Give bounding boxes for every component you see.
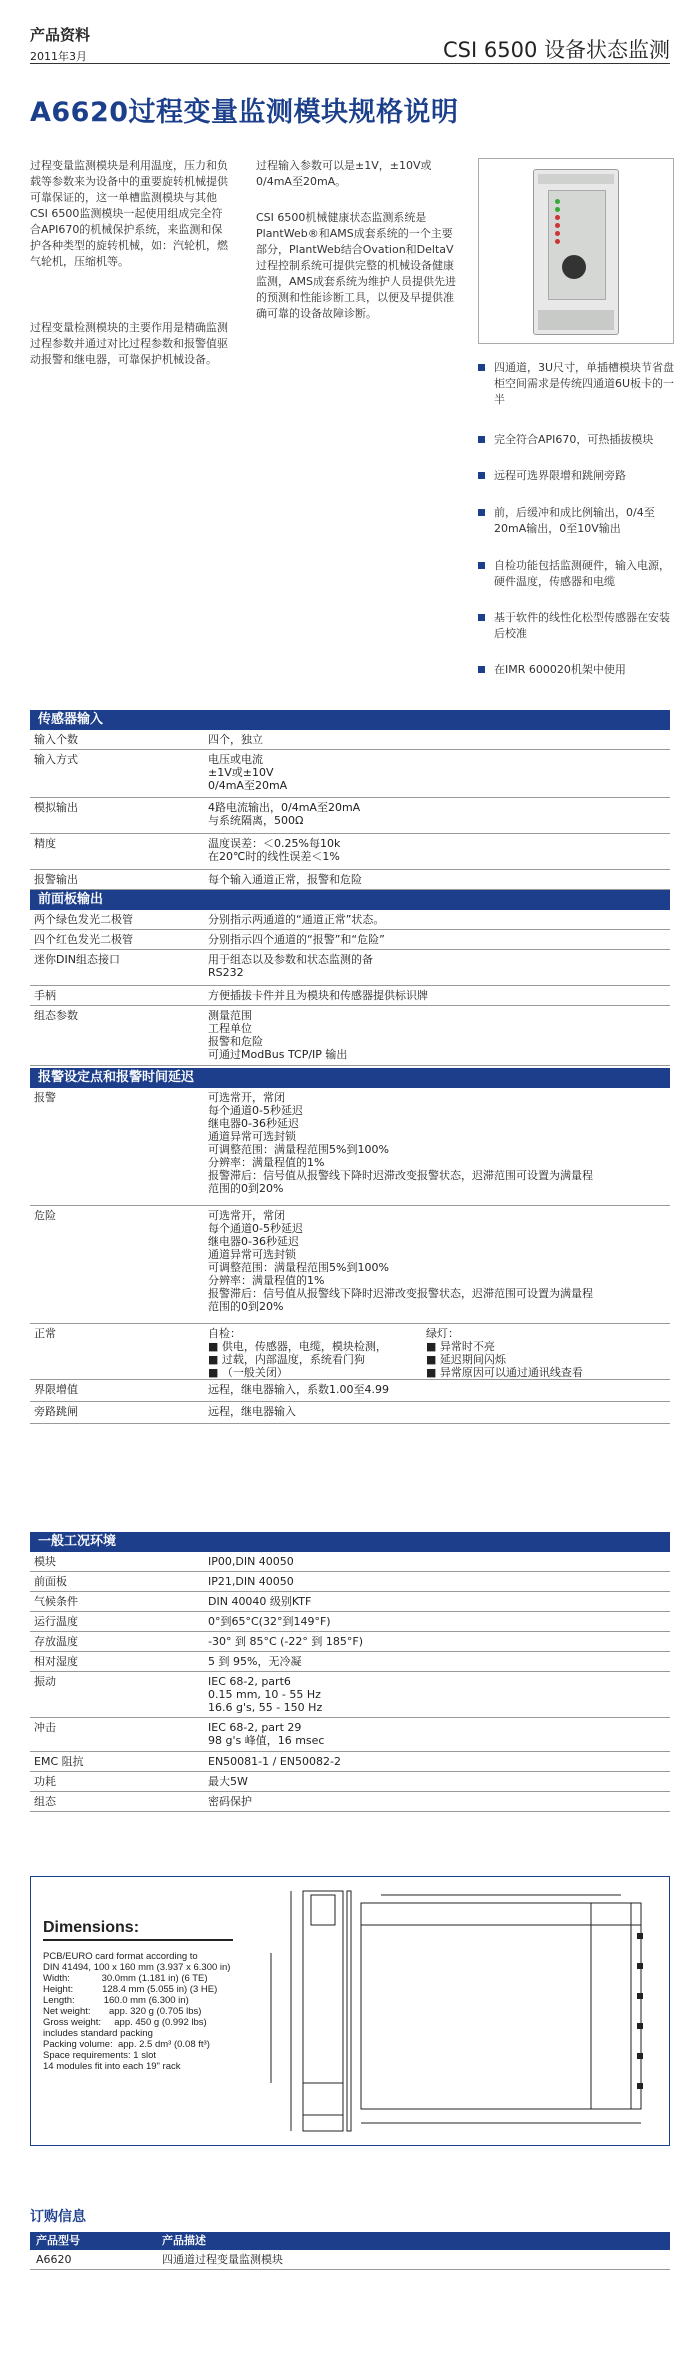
table-row: 模块 IP00,DIN 40050 (30, 1552, 670, 1572)
table-row: 气候条件 DIN 40040 级别KTF (30, 1592, 670, 1612)
table-row: 振动 IEC 68-2, part6 0.15 mm, 10 - 55 Hz 16.6 g's, 55 - 150 Hz (30, 1672, 670, 1718)
dimensions-spec: PCB/EURO card format according to DIN 41494, 100 x 160 mm (3.937 x 6.300 in) Width: 30.0mm (1.181 in) (6 TE) Height: 128.4 mm (5.055 in) (3 HE) Length: 160.0 mm (6.300 in) Net weight: app. 320 g (0.705 lbs) Gross weight: app. 450 g (0.992 lbs) includes standard packing Packing volume: app. 2.5 dm³ (0.08 ft³) Space requirements: 1 slot 14 modules fit into each 19" rack (43, 1951, 231, 2072)
table-row: 存放温度 -30° 到 85°C (-22° 到 185°F) (30, 1632, 670, 1652)
table-row: 正常 自检： ■ 供电，传感器，电缆，模块检测， ■ 过载，内部温度，系统看门狗 ■ （一般关闭） 绿灯： ■ 异常时不亮 ■ 延迟期间闪烁 ■ 异常原因可以通过通讯线查看 (30, 1324, 670, 1380)
table-row: 旁路跳闸 远程，继电器输入 (30, 1402, 670, 1424)
table-row: 界限增值 远程，继电器输入，系数1.00至4.99 (30, 1380, 670, 1402)
table-row: 手柄 方便插拔卡件并且为模块和传感器提供标识牌 (30, 986, 670, 1006)
table-row: A6620 四通道过程变量监测模块 (30, 2250, 670, 2270)
section-environment: 一般工况环境 (30, 1532, 670, 1552)
intro-paragraph-2: 过程变量检测模块的主要作用是精确监测过程参数并通过对比过程参数和报警值驱动报警和继电器，可靠保护机械设备。 (30, 321, 228, 366)
mini-din-port-icon (562, 255, 586, 279)
table-row: 冲击 IEC 68-2, part 29 98 g's 峰值，16 msec (30, 1718, 670, 1752)
series-title: CSI 6500 设备状态监测 (443, 38, 670, 62)
list-item: 基于软件的线性化松型传感器在安装后校准 (478, 610, 678, 642)
table-row: 迷你DIN组态接口 用于组态以及参数和状态监测的备 RS232 (30, 950, 670, 986)
list-item: 自检功能包括监测硬件，输入电源，硬件温度，传感器和电缆 (478, 558, 678, 590)
dimension-drawing (251, 1883, 661, 2141)
table-row: 前面板 IP21,DIN 40050 (30, 1572, 670, 1592)
table-row: 危险 可选常开，常闭 每个通道0-5秒延迟 继电器0-36秒延迟 通道异常可选封锁 可调整范围：满量程范围5%到100% 分辨率：满量程值的1% 报警滞后：信号值从报警线下降时迟滞改变报警状态，迟滞范围可设置为满量程 范围的0到20% (30, 1206, 670, 1324)
intro-paragraph-4: CSI 6500机械健康状态监测系统是PlantWeb®和AMS成套系统的一个主要部分，PlantWeb结合Ovation和DeltaV过程控制系统可提供完整的机械设备健康监测，AMS成套系统为维护人员提供先进的预测和性能诊断工具，以便及早提供准确可靠的设备故障诊断。 (256, 211, 456, 320)
list-item: 远程可选界限增和跳闸旁路 (478, 468, 678, 484)
green-led-list: 绿灯： ■ 异常时不亮 ■ 延迟期间闪烁 ■ 异常原因可以通过通讯线查看 (426, 1327, 583, 1379)
module-illustration (533, 169, 619, 335)
dimensions-title: Dimensions: (43, 1919, 140, 1936)
table-row: 功耗 最大5W (30, 1772, 670, 1792)
page-title: A6620过程变量监测模块规格说明 (30, 97, 459, 128)
section-front-panel: 前面板输出 (30, 890, 670, 910)
list-item: 四通道，3U尺寸，单插槽模块节省盘柜空间需求是传统四通道6U板卡的一半 (478, 360, 678, 408)
table-row: 相对湿度 5 到 95%，无冷凝 (30, 1652, 670, 1672)
section-sensor-input: 传感器输入 (30, 710, 670, 730)
list-item: 前，后缓冲和成比例输出，0/4至20mA输出，0至10V输出 (478, 505, 678, 537)
table-row: 运行温度 0°到65°C(32°到149°F) (30, 1612, 670, 1632)
table-row: EMC 阻抗 EN50081-1 / EN50082-2 (30, 1752, 670, 1772)
intro-paragraph-3: 过程输入参数可以是±1V，±10V或0/4mA至20mA。 (256, 159, 432, 188)
self-test-list: 自检： ■ 供电，传感器，电缆，模块检测， ■ 过载，内部温度，系统看门狗 ■ （一般关闭） (208, 1327, 387, 1379)
table-row: 两个绿色发光二极管 分别指示两通道的“通道正常”状态。 (30, 910, 670, 930)
table-row: 四个红色发光二极管 分别指示四个通道的“报警”和“危险” (30, 930, 670, 950)
table-row: 组态参数 测量范围 工程单位 报警和危险 可通过ModBus TCP/IP 输出 (30, 1006, 670, 1066)
intro-paragraph-1: 过程变量监测模块是利用温度，压力和负载等参数来为设备中的重要旋转机械提供可靠保证的，这一单槽监测模块与其他CSI 6500监测模块一起使用组成完全符合API670的机械保护系统，来监测和保护各种类型的旋转机械，如：汽轮机，燃气轮机，压缩机等。 (30, 159, 228, 268)
table-row: 模拟输出 4路电流输出，0/4mA至20mA 与系统隔离，500Ω (30, 798, 670, 834)
doc-type: 产品资料 (30, 26, 91, 44)
order-title: 订购信息 (30, 2209, 86, 2225)
product-image (478, 158, 674, 344)
table-row: 精度 温度误差：＜0.25%每10k 在20℃时的线性误差＜1% (30, 834, 670, 870)
list-item: 完全符合API670，可热插拔模块 (478, 432, 678, 448)
table-row: 组态 密码保护 (30, 1792, 670, 1812)
page-header (30, 20, 670, 64)
doc-date: 2011年3月 (30, 50, 87, 63)
table-row: 报警 可选常开，常闭 每个通道0-5秒延迟 继电器0-36秒延迟 通道异常可选封锁 可调整范围：满量程范围5%到100% 分辨率：满量程值的1% 报警滞后：信号值从报警线下降时迟滞改变报警状态，迟滞范围可设置为满量程 范围的0到20% (30, 1088, 670, 1206)
table-row: 报警输出 每个输入通道正常，报警和危险 (30, 870, 670, 890)
table-row: 输入个数 四个，独立 (30, 730, 670, 750)
table-row: 输入方式 电压或电流 ±1V或±10V 0/4mA至20mA (30, 750, 670, 798)
order-table-header: 产品型号 产品描述 (30, 2232, 670, 2250)
section-alarm-setpoints: 报警设定点和报警时间延迟 (30, 1068, 670, 1088)
list-item: 在IMR 600020机架中使用 (478, 662, 678, 678)
dimensions-box (30, 1876, 670, 2146)
